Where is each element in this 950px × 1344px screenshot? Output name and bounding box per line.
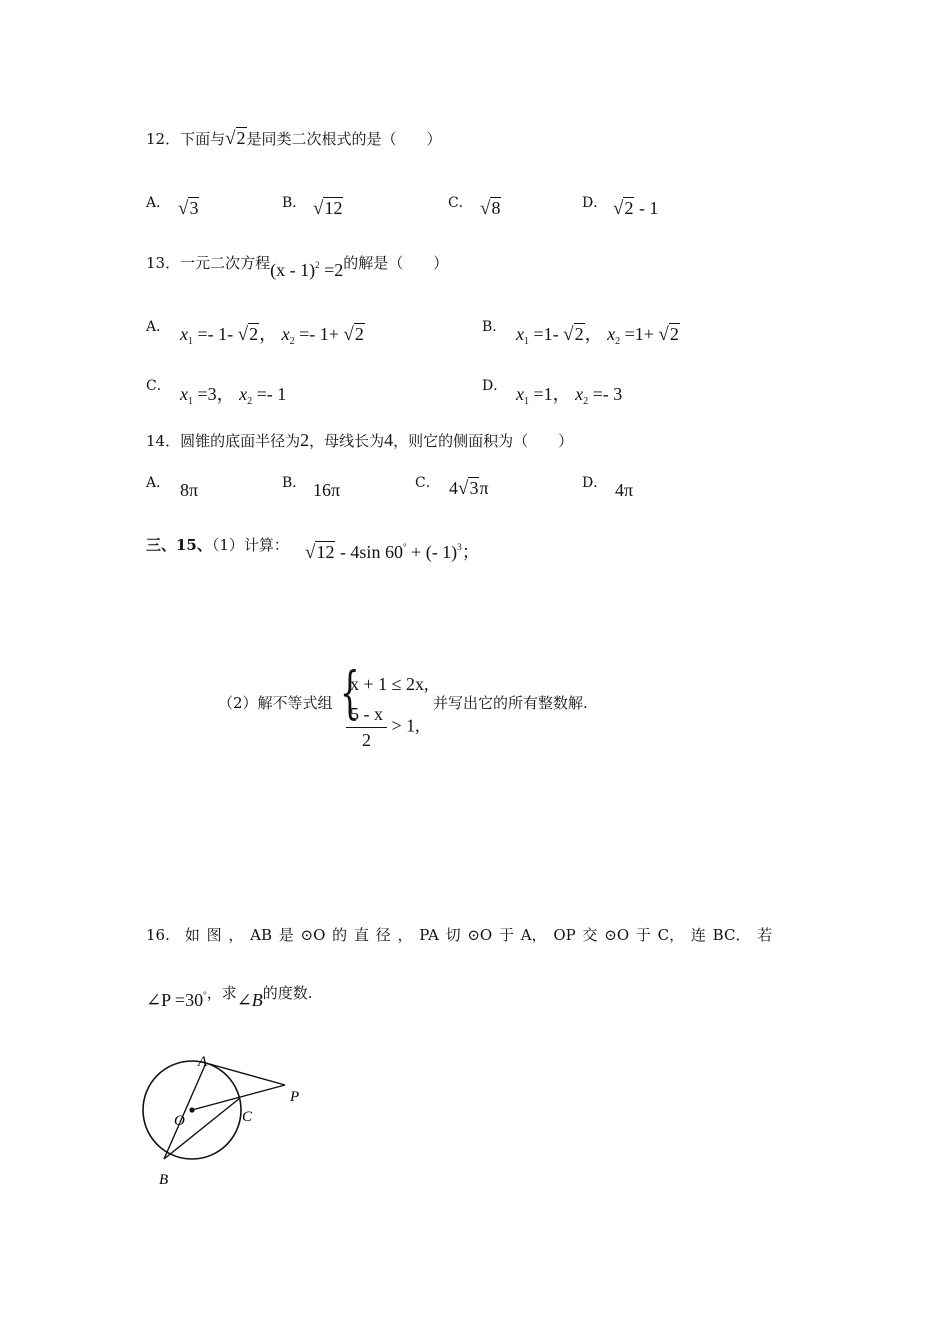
q14-option-a-label: A． xyxy=(146,475,171,491)
q14-option-d-label: D． xyxy=(582,475,608,491)
q12-option-b-value: √12 xyxy=(313,198,343,219)
q13-stem: 13．一元二次方程(x - 1)$^2$ =2的解是（ ） xyxy=(146,254,449,280)
q13-option-b-value: $x_1 =1-$ √2， $x_2 =1+ √2$ xyxy=(516,324,679,347)
q14-option-c-label: C． xyxy=(415,475,440,491)
q14-option-c-value: 4√3π xyxy=(449,478,489,499)
label-p: P xyxy=(290,1089,300,1105)
circle-tangent-figure xyxy=(130,1046,330,1196)
q12-suffix: 是同类二次根式的是（ ） xyxy=(246,130,442,148)
q12-radical: √2 xyxy=(225,128,246,149)
q12-option-c-label: C． xyxy=(448,195,473,211)
q13-equation: (x - 1)$^2$ =2 xyxy=(270,260,344,280)
q12-option-a-value: √3 xyxy=(178,198,199,219)
q14-option-b-value: 16π xyxy=(313,480,341,500)
q12-option-c-value: √8 xyxy=(480,198,501,219)
diameter-ab xyxy=(164,1063,206,1159)
q12-prefix: 12．下面与 xyxy=(146,130,226,148)
q15-inequality-2: $\frac{5 - x}{2}$ > 1, xyxy=(346,704,420,751)
q12-option-d-label: D． xyxy=(582,195,608,211)
q12-option-a-label: A． xyxy=(146,195,171,211)
q15-heading: 三、15、 xyxy=(146,536,212,554)
q12-stem xyxy=(146,128,442,150)
q12-option-d-value: √2 - 1 xyxy=(613,198,659,219)
q15-part1-label: （1）计算： xyxy=(211,536,289,554)
segment-op xyxy=(192,1085,285,1110)
q13-option-b-label: B． xyxy=(482,319,507,335)
q13-option-c-value: $x_1 =3$， $x_2 =- 1$ xyxy=(180,384,287,407)
q13-option-c-label: C． xyxy=(146,378,171,394)
q15-heading-line xyxy=(146,534,289,555)
q14-option-d-value: 4π xyxy=(615,480,634,500)
q13-option-a-label: A． xyxy=(146,319,171,335)
label-a: A xyxy=(198,1054,208,1070)
q16-line2: ∠P =30°，求∠B的度数. xyxy=(146,984,313,1010)
q13-option-d-label: D． xyxy=(482,378,508,394)
label-b: B xyxy=(159,1172,169,1188)
q16-line1: 16. 如 图 ， AB 是 ⊙O 的 直 径 ， PA 切 ⊙O 于 A， OP 交 ⊙O 于 C， 连 BC． 若 xyxy=(146,926,773,944)
label-c: C xyxy=(242,1109,253,1125)
q15-part1-expression: √12 - 4sin 60° + (- 1)$^3$； xyxy=(305,542,480,563)
q14-stem: 14．圆锥的底面半径为2，母线长为4，则它的侧面积为（ ） xyxy=(146,430,574,450)
q14-option-a-value: 8π xyxy=(180,480,199,500)
q15-inequality-1: x + 1 ≤ 2x, xyxy=(350,674,429,694)
label-o: O xyxy=(174,1113,185,1129)
q13-option-d-value: $x_1 =1$， $x_2 =- 3$ xyxy=(516,384,623,407)
q16-given-angle: ∠P =30° xyxy=(146,990,207,1010)
tangent-pa xyxy=(206,1063,285,1085)
q16-target-angle: ∠B xyxy=(236,990,263,1010)
q15-part2-suffix: 并写出它的所有整数解. xyxy=(433,694,588,712)
center-point-o xyxy=(189,1107,194,1112)
q14-option-b-label: B． xyxy=(282,475,307,491)
q12-option-b-label: B． xyxy=(282,195,307,211)
inequality-brace: { xyxy=(340,661,360,726)
q15-part2-label: （2）解不等式组 xyxy=(218,694,333,712)
q13-option-a-value: $x_1 =- 1-$ √2， $x_2 =- 1+ √2$ xyxy=(180,324,364,347)
